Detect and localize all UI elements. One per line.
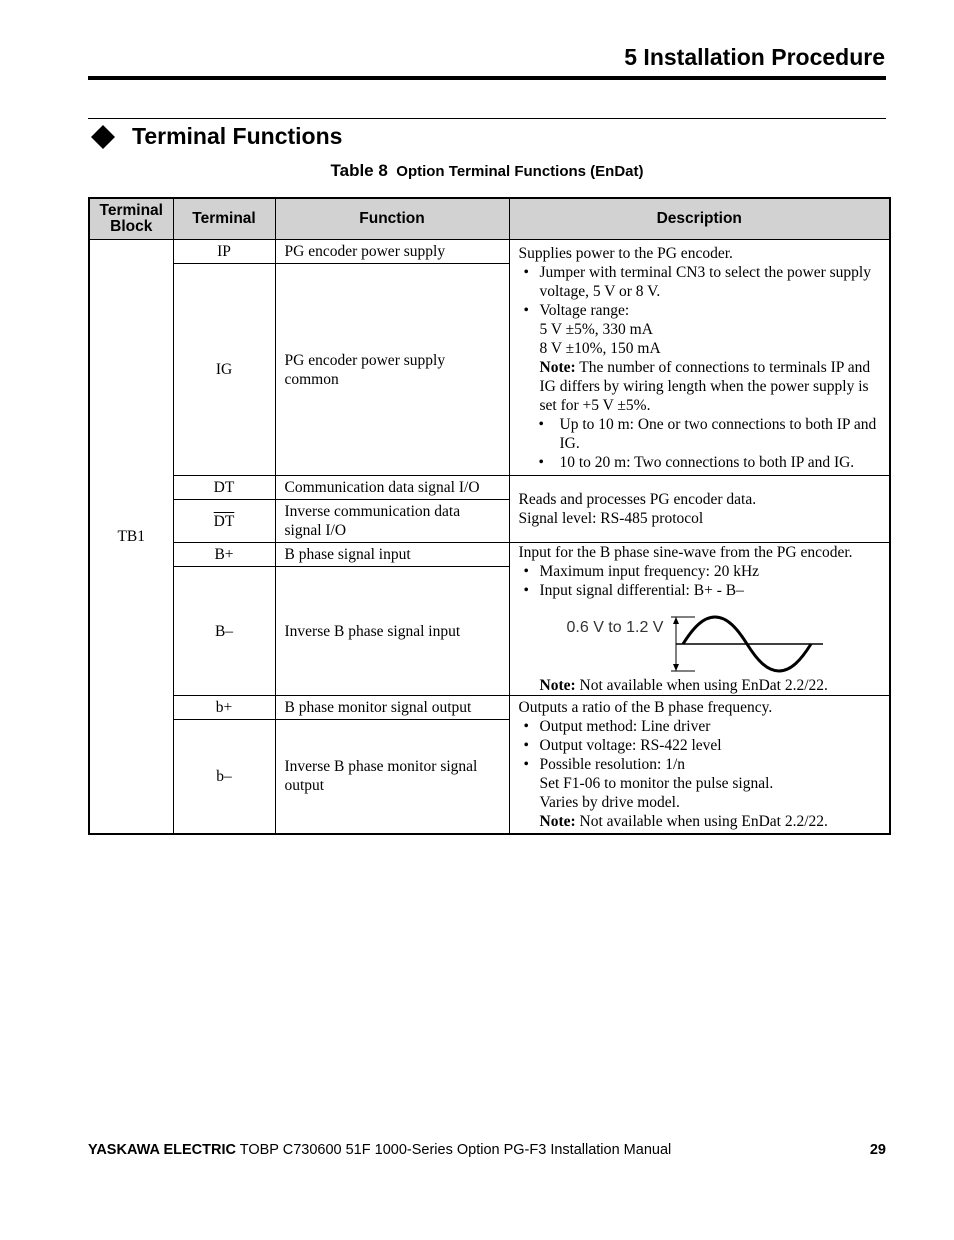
page-footer	[88, 1142, 886, 1158]
terminal-cell: B–	[173, 567, 275, 696]
note-label: Note:	[539, 358, 576, 376]
table-row	[89, 543, 890, 567]
table-row	[89, 476, 890, 500]
terminal-cell: B+	[173, 543, 275, 567]
table-row	[89, 696, 890, 720]
page-number: 29	[869, 1142, 886, 1158]
note-label: Note:	[539, 812, 576, 830]
terminal-cell: IG	[173, 264, 275, 476]
chapter-heading: 5 Installation Procedure	[624, 44, 885, 70]
sine-wave-diagram	[519, 600, 881, 676]
description-data-cell	[509, 476, 890, 543]
function-cell: Inverse communication data signal I/O	[275, 500, 509, 543]
terminal-cell: b–	[173, 720, 275, 834]
table-row	[89, 240, 890, 264]
description-text: Input for the B phase sine-wave from the PG encoder.	[518, 544, 853, 561]
note	[519, 812, 881, 831]
function-cell: Communication data signal I/O	[275, 476, 509, 500]
table-number: Table 8	[330, 161, 388, 180]
diamond-icon	[90, 124, 116, 150]
bullet-item: • Output voltage: RS-422 level	[519, 736, 881, 755]
function-cell: Inverse B phase signal input	[275, 567, 509, 696]
voltage-range-8v: 8 V ±10%, 150 mA	[539, 339, 661, 357]
sub-bullet-item: • Up to 10 m: One or two connections to both IP and IG.	[519, 415, 881, 453]
description-text: Varies by drive model.	[539, 793, 680, 811]
note	[519, 676, 881, 695]
table-title: Option Terminal Functions (EnDat)	[396, 163, 644, 180]
terminal-cell	[173, 500, 275, 543]
terminal-inverse-label: $\overline{DT}$	[213, 512, 235, 530]
column-header: Function	[275, 198, 509, 240]
voltage-range-5v: 5 V ±5%, 330 mA	[539, 320, 653, 338]
footer-manual-title: TOBP C730600 51F 1000-Series Option PG-F3 Installation Manual	[235, 1142, 672, 1158]
table-header-row	[89, 198, 890, 240]
description-text: Signal level: RS-485 protocol	[518, 510, 704, 527]
column-header: Terminal Block	[89, 198, 173, 240]
column-header: Description	[509, 198, 890, 240]
function-cell: B phase signal input	[275, 543, 509, 567]
function-cell: PG encoder power supply common	[275, 264, 509, 476]
bullet-item: • Possible resolution: 1/n	[519, 755, 881, 774]
function-cell: B phase monitor signal output	[275, 696, 509, 720]
terminal-cell: IP	[173, 240, 275, 264]
bullet-item: • Jumper with terminal CN3 to select the power supply voltage, 5 V or 8 V.	[519, 263, 881, 301]
description-power-cell	[509, 240, 890, 476]
function-cell: PG encoder power supply	[275, 240, 509, 264]
footer-brand: YASKAWA ELECTRIC	[88, 1142, 236, 1158]
footer-document	[88, 1142, 671, 1158]
note-label: Note:	[539, 677, 576, 694]
sub-bullet-item: • 10 to 20 m: Two connections to both IP and IG.	[519, 453, 881, 472]
section-rule	[88, 118, 886, 119]
bullet-item: • Output method: Line driver	[519, 717, 881, 736]
bullet-item: • Voltage range:	[519, 301, 881, 320]
description-text: Supplies power to the PG encoder.	[518, 244, 733, 262]
bullet-item: • Input signal differential: B+ - B–	[519, 581, 881, 600]
description-text: Reads and processes PG encoder data.	[518, 491, 757, 508]
description-bphase-cell	[509, 543, 890, 696]
function-cell: Inverse B phase monitor signal output	[275, 720, 509, 834]
terminal-cell: b+	[173, 696, 275, 720]
description-monitor-cell	[509, 696, 890, 834]
description-text: Set F1-06 to monitor the pulse signal.	[539, 774, 774, 792]
terminal-cell: DT	[173, 476, 275, 500]
section-title: Terminal Functions	[132, 123, 343, 149]
note-text: Not available when using EnDat 2.2/22.	[575, 677, 828, 694]
bullet-item: • Maximum input frequency: 20 kHz	[519, 562, 881, 581]
note-text: Not available when using EnDat 2.2/22.	[575, 812, 828, 830]
table-caption	[0, 161, 954, 181]
description-text: Outputs a ratio of the B phase frequency.	[518, 698, 773, 716]
column-header: Terminal	[173, 198, 275, 240]
section-heading	[90, 123, 342, 150]
sine-wave-icon	[669, 600, 829, 676]
header-rule	[88, 76, 886, 80]
note	[519, 358, 881, 415]
terminal-block-cell: TB1	[89, 240, 173, 834]
amplitude-label: 0.6 V to 1.2 V	[566, 619, 664, 636]
terminal-functions-table	[88, 197, 891, 835]
note-text: The number of connections to terminals IP and IG differs by wiring length when the power supply is set for +5 V ±5%.	[539, 358, 871, 414]
